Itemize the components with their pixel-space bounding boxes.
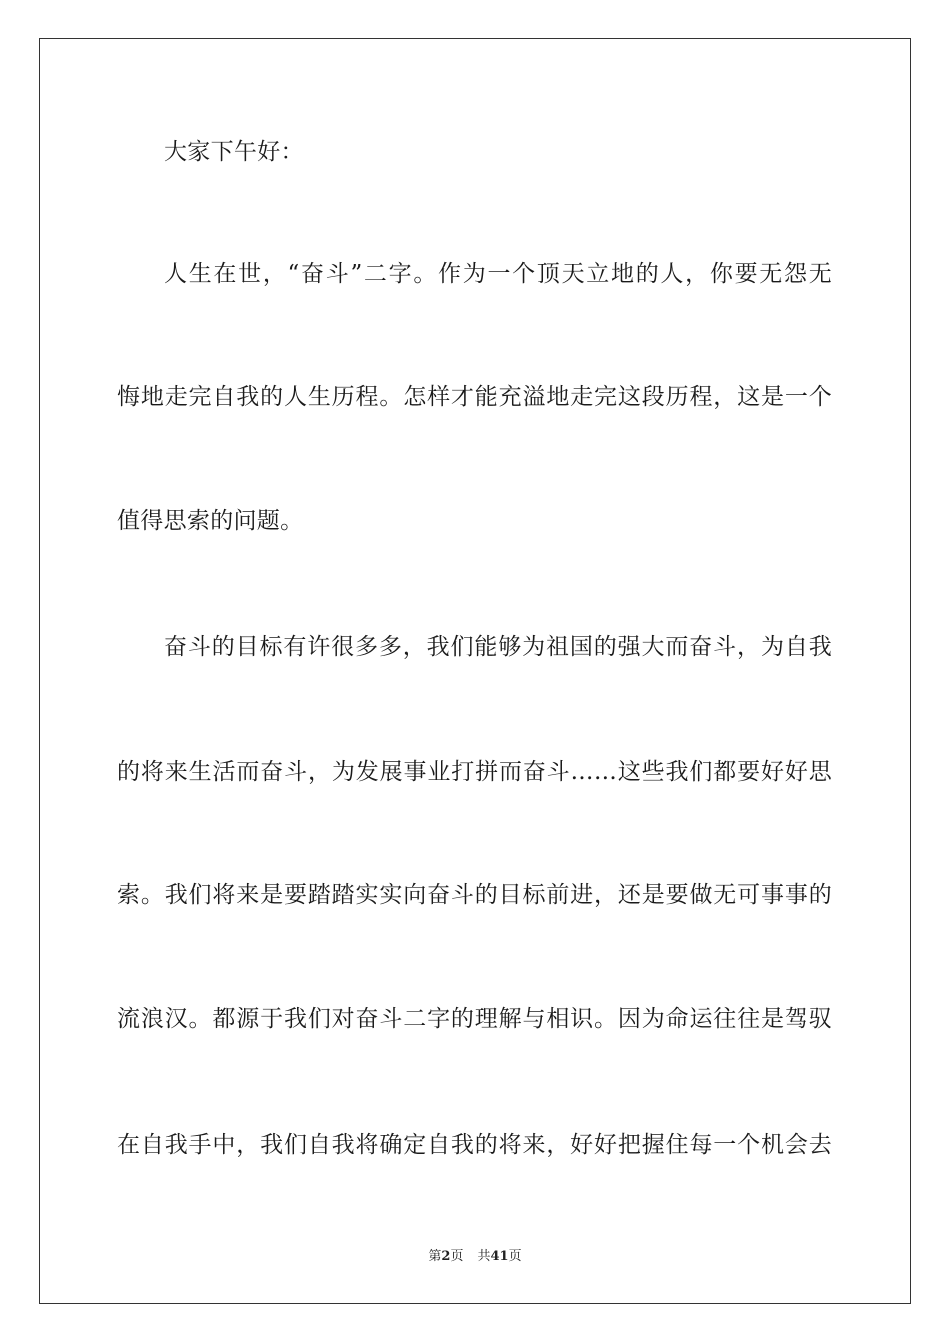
total-suffix: 页 xyxy=(508,1249,522,1264)
page-border xyxy=(39,38,911,1304)
paragraph-2-line-3: 索。我们将来是要踏踏实实向奋斗的目标前进，还是要做无可事事的 xyxy=(117,882,832,908)
paragraph-2-line-2: 的将来生活而奋斗，为发展事业打拼而奋斗……这些我们都要好好思 xyxy=(117,759,832,785)
page-suffix: 页 xyxy=(450,1249,464,1264)
paragraph-1-line-3: 值得思索的问题。 xyxy=(117,508,304,534)
paragraph-2-line-4: 流浪汉。都源于我们对奋斗二字的理解与相识。因为命运往往是驾驭 xyxy=(117,1006,832,1032)
page-footer xyxy=(0,1248,950,1266)
paragraph-2-line-5: 在自我手中，我们自我将确定自我的将来，好好把握住每一个机会去 xyxy=(117,1132,832,1158)
paragraph-2-line-1: 奋斗的目标有许很多多，我们能够为祖国的强大而奋斗，为自我 xyxy=(164,634,832,660)
greeting-line: 大家下午好： xyxy=(164,139,304,165)
total-pages: 41 xyxy=(490,1249,509,1264)
total-prefix: 共 xyxy=(477,1249,491,1264)
paragraph-1-line-2: 悔地走完自我的人生历程。怎样才能充溢地走完这段历程，这是一个 xyxy=(117,384,832,410)
page-number: 2 xyxy=(441,1249,451,1264)
page-prefix: 第 xyxy=(428,1249,442,1264)
paragraph-1-line-1: 人生在世，“奋斗”二字。作为一个顶天立地的人，你要无怨无 xyxy=(164,261,832,287)
